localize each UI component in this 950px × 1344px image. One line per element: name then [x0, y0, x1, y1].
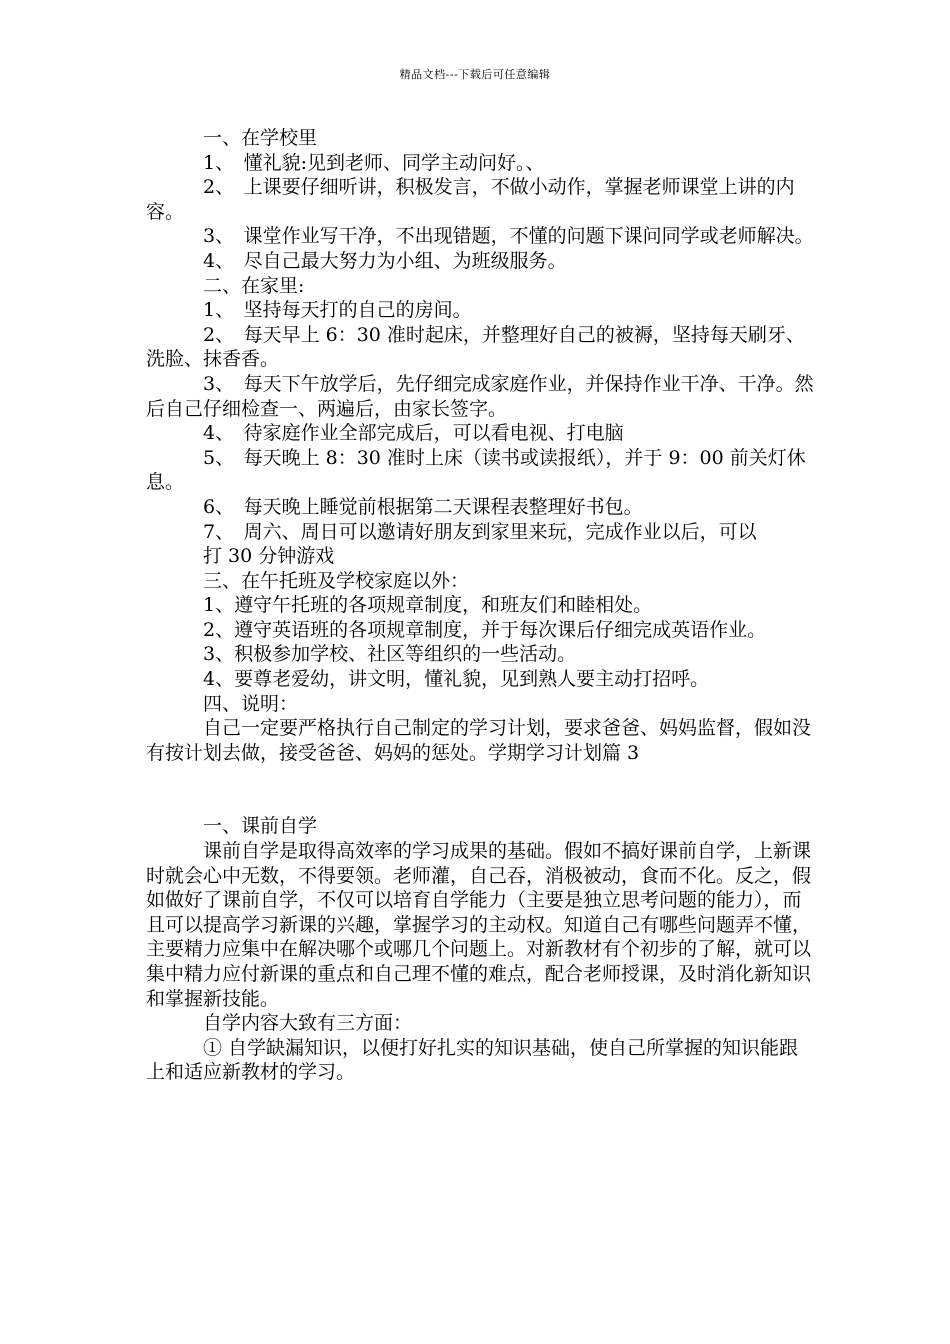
paragraph: 自学内容大致有三方面：: [203, 1012, 413, 1035]
paragraph: 2、 每天早上 6：30 准时起床，并整理好自己的被褥，坚持每天刷牙、洗脸、抹香香。: [146, 323, 805, 371]
paragraph: 2、 上课要仔细听讲，积极发言，不做小动作，掌握老师课堂上讲的内容。: [146, 176, 795, 223]
paragraph: 1、 坚持每天打的自己的房间。: [203, 299, 472, 322]
section-part2: [146, 814, 814, 1085]
paragraph: 7、 周六、周日可以邀请好朋友到家里来玩，完成作业以后，可以: [203, 520, 757, 543]
paragraph: 3、 课堂作业写干净，不出现错题，不懂的问题下课问同学或老师解决。: [203, 225, 814, 248]
paragraph: 一、在学校里: [203, 127, 318, 149]
paragraph: 6、 每天晚上睡觉前根据第二天课程表整理好书包。: [203, 495, 643, 518]
paragraph: 自己一定要严格执行自己制定的学习计划，要求爸爸、妈妈监督，假如没有按计划去做，接受爸爸、妈妈的惩处。学期学习计划篇 3: [146, 717, 812, 764]
section-spacer: [146, 765, 814, 814]
paragraph: ① 自学缺漏知识，以便打好扎实的知识基础，使自己所掌握的知识能跟上和适应新教材的学习。: [146, 1036, 799, 1084]
paragraph: 4、 待家庭作业全部完成后，可以看电视、打电脑: [203, 422, 624, 445]
paragraph: 3、积极参加学校、社区等组织的一些活动。: [203, 643, 577, 666]
paragraph: 四、说明：: [203, 692, 299, 715]
document-body: [146, 126, 814, 1085]
section-part1: [146, 126, 814, 765]
paragraph: 1、遵守午托班的各项规章制度，和班友们和睦相处。: [203, 594, 653, 617]
paragraph: 课前自学是取得高效率的学习成果的基础。假如不搞好课前自学，上新课时就会心中无数，不得要领。老师灌，自己吞，消极被动，食而不化。反之，假如做好了课前自学，不仅可以培育自学能力（主要是独立思考问题的能力），而且可以提高学习新课的兴趣，掌握学习的主动权。知道自己有哪些问题弄不懂，主要精力应集中在解决哪个或哪几个问题上。对新教材有个初步的了解，就可以集中精力应付新课的重点和自己理不懂的难点，配合老师授课，及时消化新知识和掌握新技能。: [146, 840, 812, 1010]
paragraph: 1、 懂礼貌:见到老师、同学主动问好。、: [203, 151, 545, 174]
paragraph: 4、 尽自己最大努力为小组、为班级服务。: [203, 249, 567, 272]
paragraph: 三、在午托班及学校家庭以外：: [203, 569, 470, 592]
paragraph: 4、要尊老爱幼，讲文明，懂礼貌，见到熟人要主动打招呼。: [203, 668, 710, 691]
paragraph: 3、 每天下午放学后，先仔细完成家庭作业，并保持作业干净、干净。然后自己仔细检查一、两遍后，由家长签字。: [146, 372, 814, 420]
paragraph: 打 30 分钟游戏: [203, 545, 335, 568]
page-header: 精品文档---下载后可任意编辑: [399, 68, 551, 81]
paragraph: 5、 每天晚上 8：30 准时上床（读书或读报纸），并于 9：00 前关灯休息。: [146, 446, 806, 494]
paragraph: 2、遵守英语班的各项规章制度，并于每次课后仔细完成英语作业。: [203, 618, 767, 641]
paragraph: 一、课前自学: [203, 815, 318, 838]
paragraph: 二、在家里:: [203, 274, 305, 297]
